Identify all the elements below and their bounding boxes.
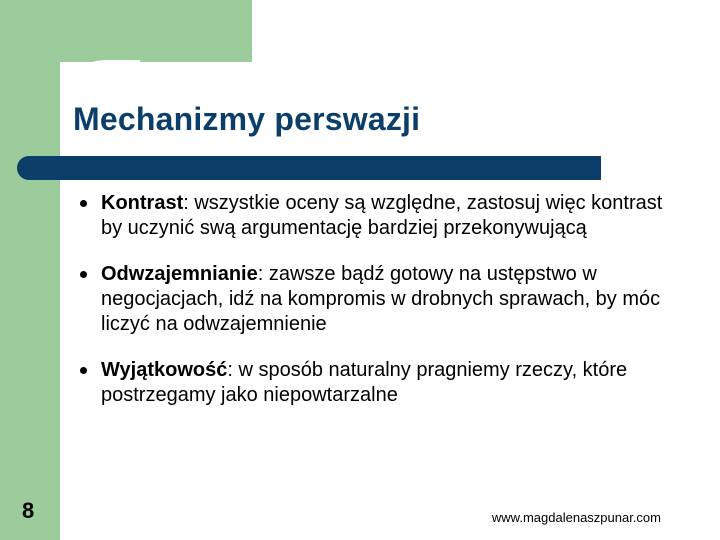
bullet-term: Kontrast (101, 192, 184, 214)
page-number: 8 (22, 498, 35, 523)
title-underline-bar (17, 156, 601, 180)
bullet-text: : zawsze bądź gotowy na ustępstwo w negocjacjach, idź na kompromis w drobnych sprawach, by móc liczyć na odwzajemnienie (101, 263, 661, 335)
bullet-item-odwzajemnianie (74, 262, 674, 337)
slide-title: Mechanizmy perswazji (73, 101, 421, 137)
bullet-dot-icon (80, 271, 87, 278)
bullet-term: Odwzajemnianie (101, 263, 258, 285)
top-green-block (60, 0, 252, 62)
bullet-item-kontrast (74, 191, 674, 241)
left-green-bar (0, 0, 60, 540)
bullet-text: : wszystkie oceny są względne, zastosuj więc kontrast by uczynić swą argumentację bardziej przekonywującą (101, 192, 663, 239)
bullet-dot-icon (80, 367, 87, 374)
bullet-term: Wyjątkowość (101, 359, 228, 381)
bullet-list (74, 191, 674, 429)
bullet-dot-icon (80, 200, 87, 207)
bullet-text: : w sposób naturalny pragniemy rzeczy, które postrzegamy jako niepowtarzalne (101, 359, 628, 406)
bullet-item-wyjatkowosc (74, 358, 674, 408)
footer-url: www.magdalenaszpunar.com (491, 510, 661, 525)
